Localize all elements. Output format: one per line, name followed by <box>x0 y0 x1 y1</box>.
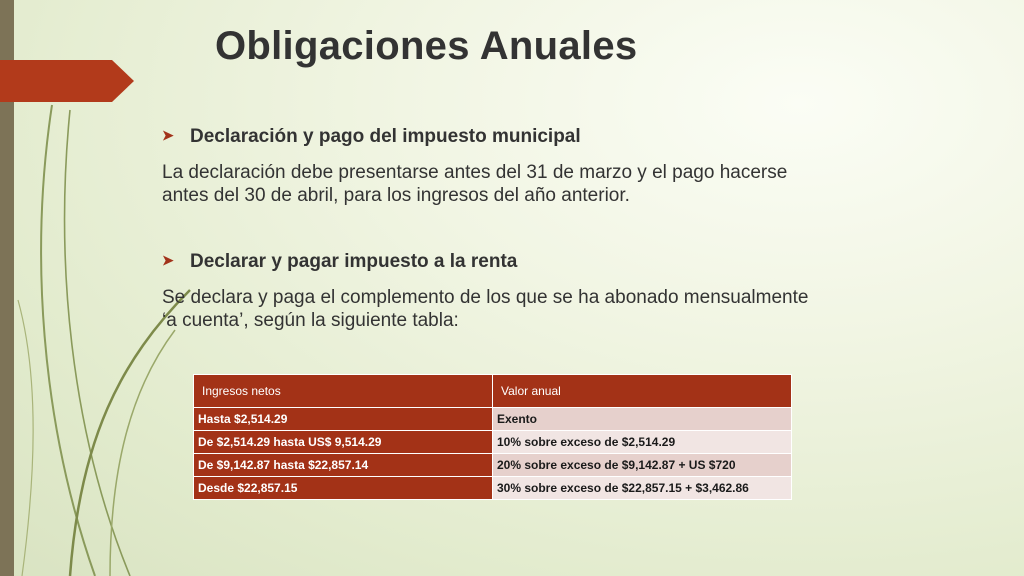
body-line: ‘a cuenta’, según la siguiente tabla: <box>162 310 459 331</box>
page-title: Obligaciones Anuales <box>215 24 638 68</box>
body-line: Se declara y paga el complemento de los que se ha abonado mensualmente <box>162 287 809 308</box>
section-heading-municipal <box>162 126 581 148</box>
table-cell-ingresos: Hasta $2,514.29 <box>194 408 493 431</box>
table-cell-ingresos: De $2,514.29 hasta US$ 9,514.29 <box>194 431 493 454</box>
table-cell-ingresos: Desde $22,857.15 <box>194 477 493 500</box>
table-cell-valor: 10% sobre exceso de $2,514.29 <box>493 431 792 454</box>
tax-rate-table <box>193 374 792 500</box>
column-header-ingresos: Ingresos netos <box>194 375 493 408</box>
table-cell-valor: Exento <box>493 408 792 431</box>
table-cell-ingresos: De $9,142.87 hasta $22,857.14 <box>194 454 493 477</box>
arrow-bullet-icon: ➤ <box>162 127 174 143</box>
table-header-row <box>194 375 792 408</box>
section-body-renta <box>162 286 922 332</box>
table-cell-valor: 30% sobre exceso de $22,857.15 + $3,462.86 <box>493 477 792 500</box>
section-heading-label: Declarar y pagar impuesto a la renta <box>190 251 518 272</box>
table-row <box>194 431 792 454</box>
section-heading-renta <box>162 251 517 273</box>
section-heading-label: Declaración y pago del impuesto municipal <box>190 126 581 147</box>
table-row <box>194 454 792 477</box>
arrow-bullet-icon: ➤ <box>162 252 174 268</box>
table-row <box>194 477 792 500</box>
table-row <box>194 408 792 431</box>
section-body-municipal <box>162 161 922 207</box>
body-line: antes del 30 de abril, para los ingresos del año anterior. <box>162 185 630 206</box>
column-header-valor: Valor anual <box>493 375 792 408</box>
body-line: La declaración debe presentarse antes del 31 de marzo y el pago hacerse <box>162 162 788 183</box>
table-cell-valor: 20% sobre exceso de $9,142.87 + US $720 <box>493 454 792 477</box>
